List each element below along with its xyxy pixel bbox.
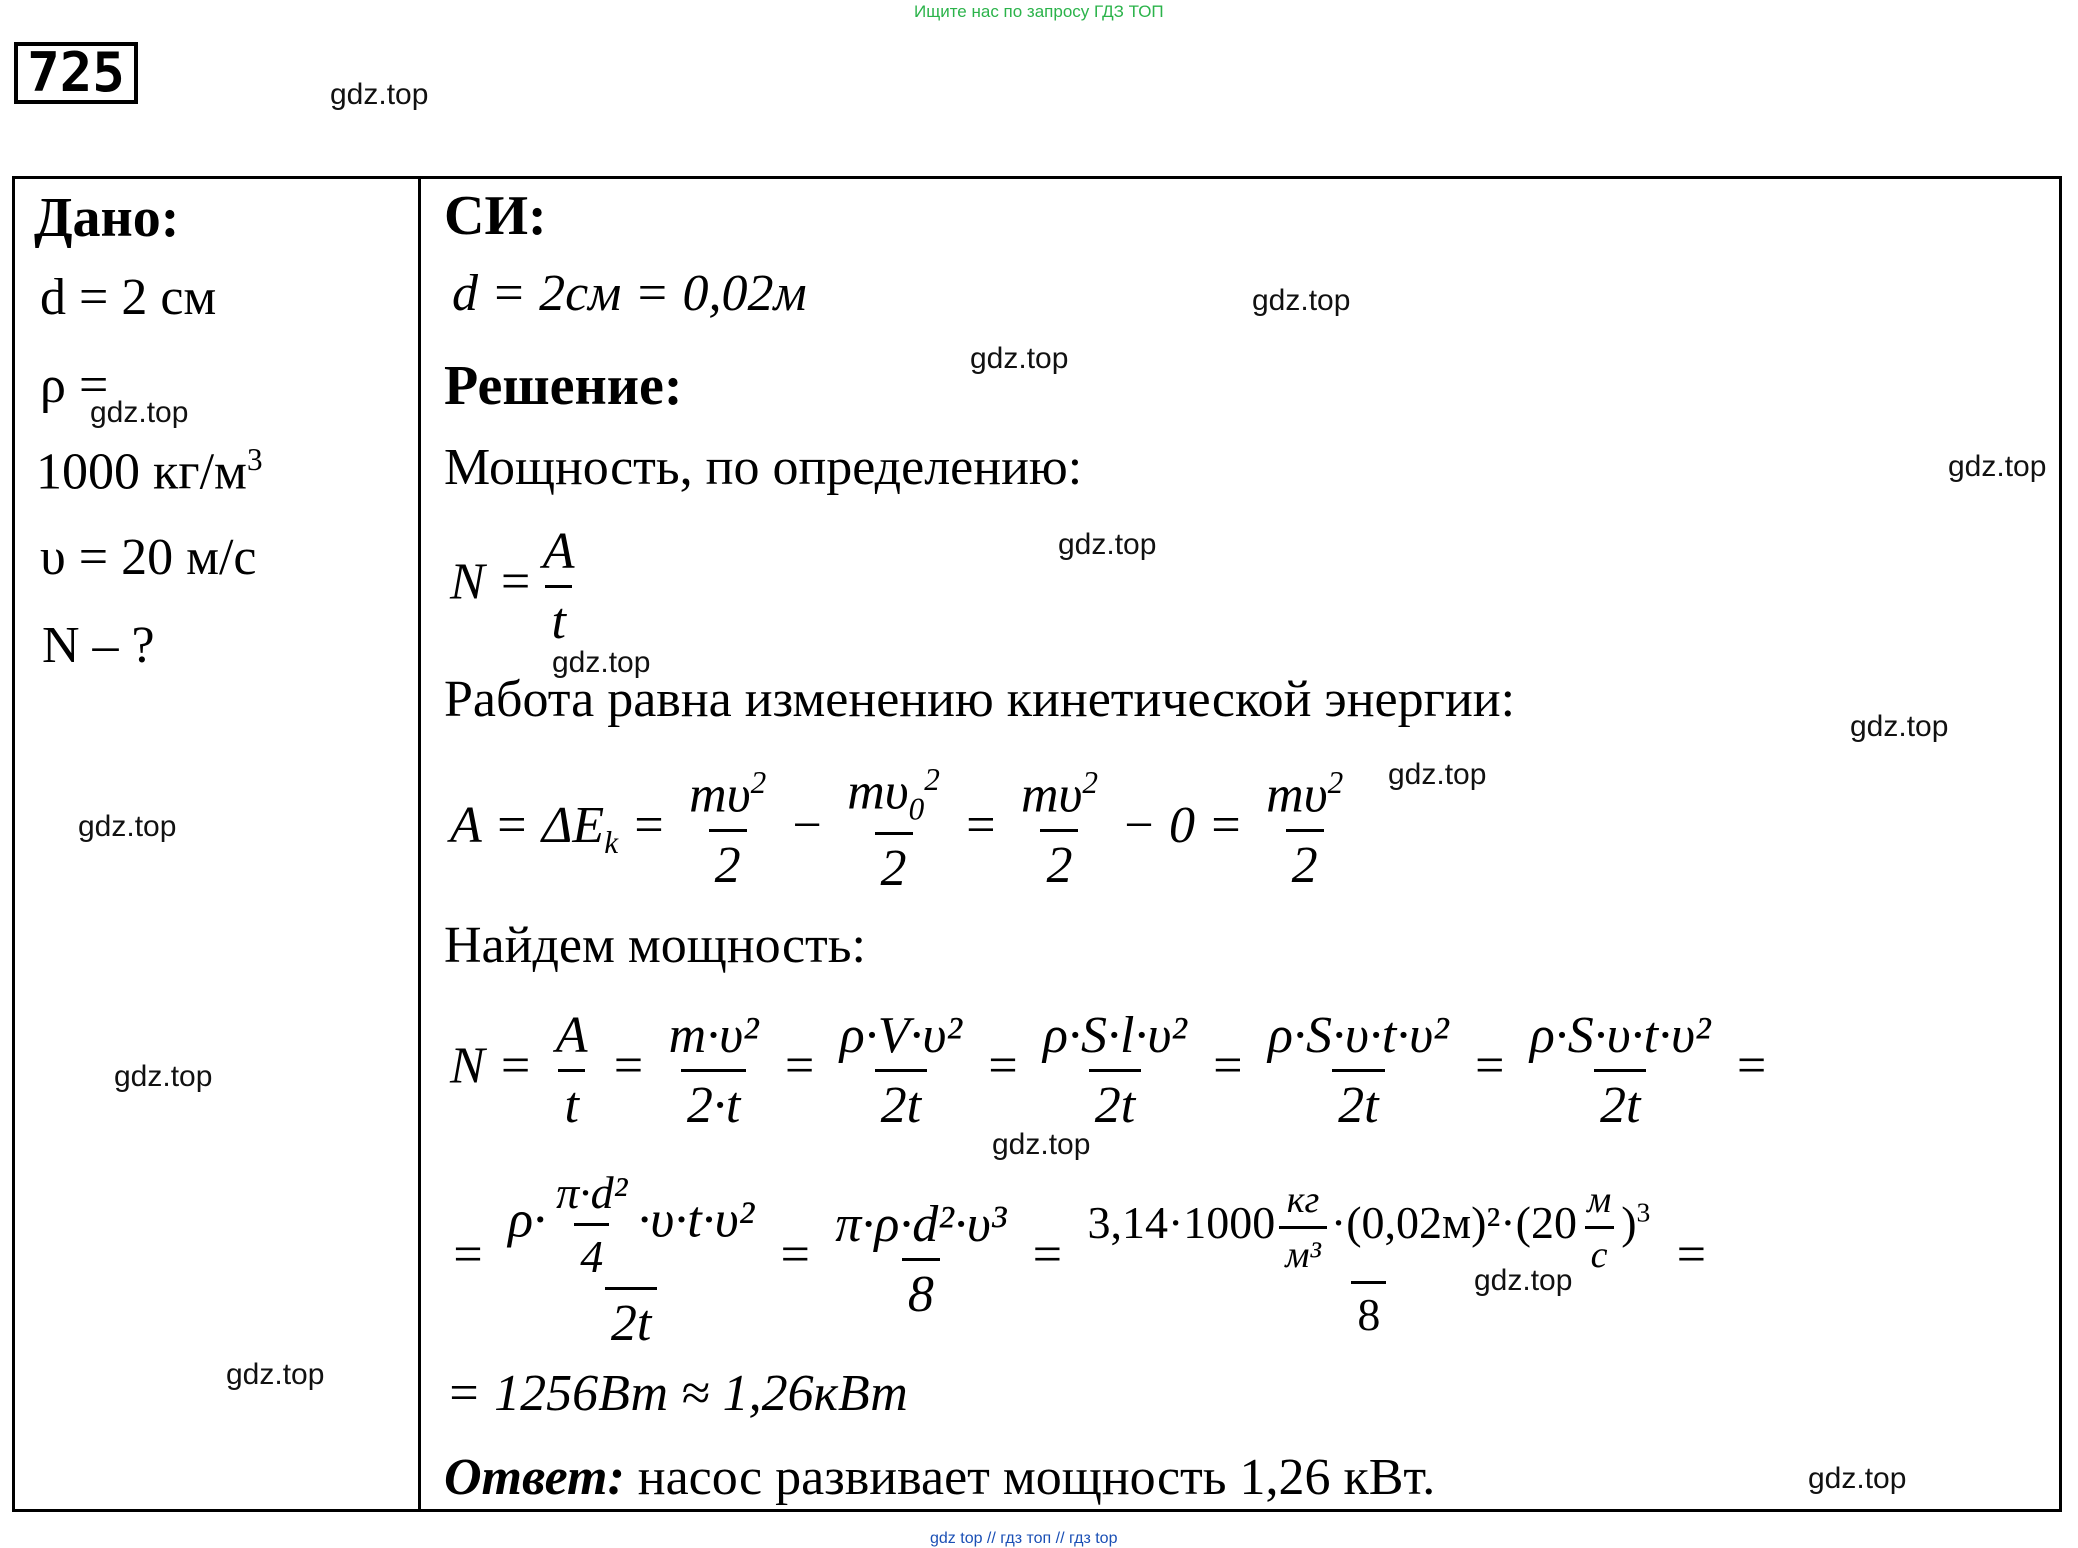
- given-v: υ = 20 м/с: [40, 529, 257, 586]
- formula-work: $A = \Delta E_k$ = $\frac{m\upsilon^2}{2}$ − $\frac{m\upsilon_0^2}{2}$ = $\frac{m\upsilon^2}{2}$ − 0 = $\frac{m\upsilon^2}{2}$: [450, 762, 1344, 897]
- formula-power-chain: N = $\frac{A}{t}$ = $\frac{\text{m·υ²}}{2\cdot t}$ = $\frac{\text{ρ·V·υ²}}{2t}$ = $\frac{\text{ρ·S·l·υ²}}{2t}$ = $\frac{\text{ρ·S·υ·t·υ²}}{2t}$ = $\frac{\text{ρ·S·υ·t·υ²}}{2t}$ =: [450, 1007, 1769, 1134]
- footer-links[interactable]: gdz top // гдз топ // гдз top: [930, 1530, 1118, 1547]
- watermark: gdz.top: [992, 1128, 1091, 1161]
- watermark: gdz.top: [1850, 710, 1949, 743]
- result-line: = 1256Вт ≈ 1,26кВт: [446, 1365, 908, 1422]
- given-n-unknown: N – ?: [42, 617, 155, 674]
- solution-text-work-energy: Работа равна изменению кинетической энергии:: [444, 671, 1516, 728]
- watermark: gdz.top: [1948, 450, 2047, 483]
- watermark: gdz.top: [552, 646, 651, 679]
- watermark: gdz.top: [1058, 528, 1157, 561]
- given-heading: Дано:: [34, 187, 180, 249]
- watermark: gdz.top: [330, 78, 429, 111]
- solution-heading: Решение:: [444, 355, 683, 417]
- watermark: gdz.top: [114, 1060, 213, 1093]
- watermark: gdz.top: [1252, 284, 1351, 317]
- answer-text: насос развивает мощность 1,26 кВт.: [624, 1449, 1436, 1506]
- solution-text-find-power: Найдем мощность:: [444, 917, 866, 974]
- formula-power-numeric: = ρ· $\frac{\text{π·d²}}{4}$ ·υ·t·υ² 2t = $\frac{\text{π·ρ·d²·υ³}}{8}$ = 3,14·1000 $\frac{кг}{\text{м³}}$ ·(0,02м)²·(20 $\frac{м}{с}$ )$^3$ 8 =: [450, 1167, 1709, 1352]
- given-d: d = 2 см: [40, 269, 217, 326]
- problem-number: 725: [14, 42, 138, 104]
- top-banner: Ищите нас по запросу ГДЗ ТОП: [914, 2, 1164, 21]
- answer-line: [444, 1448, 1435, 1507]
- column-divider: [418, 176, 421, 1512]
- watermark: gdz.top: [78, 810, 177, 843]
- si-conversion: d = 2см = 0,02м: [452, 265, 807, 322]
- watermark: gdz.top: [970, 342, 1069, 375]
- answer-label: Ответ:: [444, 1449, 625, 1506]
- given-rho-line1: ρ =: [40, 357, 109, 414]
- si-heading: СИ:: [444, 185, 547, 247]
- given-rho-line2: 1000 $кг/м^3$: [36, 442, 263, 501]
- watermark: gdz.top: [1808, 1462, 1907, 1495]
- watermark: gdz.top: [226, 1358, 325, 1391]
- formula-power: N = $\frac{A}{t}$: [450, 523, 575, 650]
- watermark: gdz.top: [1388, 758, 1487, 791]
- watermark: gdz.top: [1474, 1264, 1573, 1297]
- solution-text-power-definition: Мощность, по определению:: [444, 439, 1083, 496]
- watermark: gdz.top: [90, 396, 189, 429]
